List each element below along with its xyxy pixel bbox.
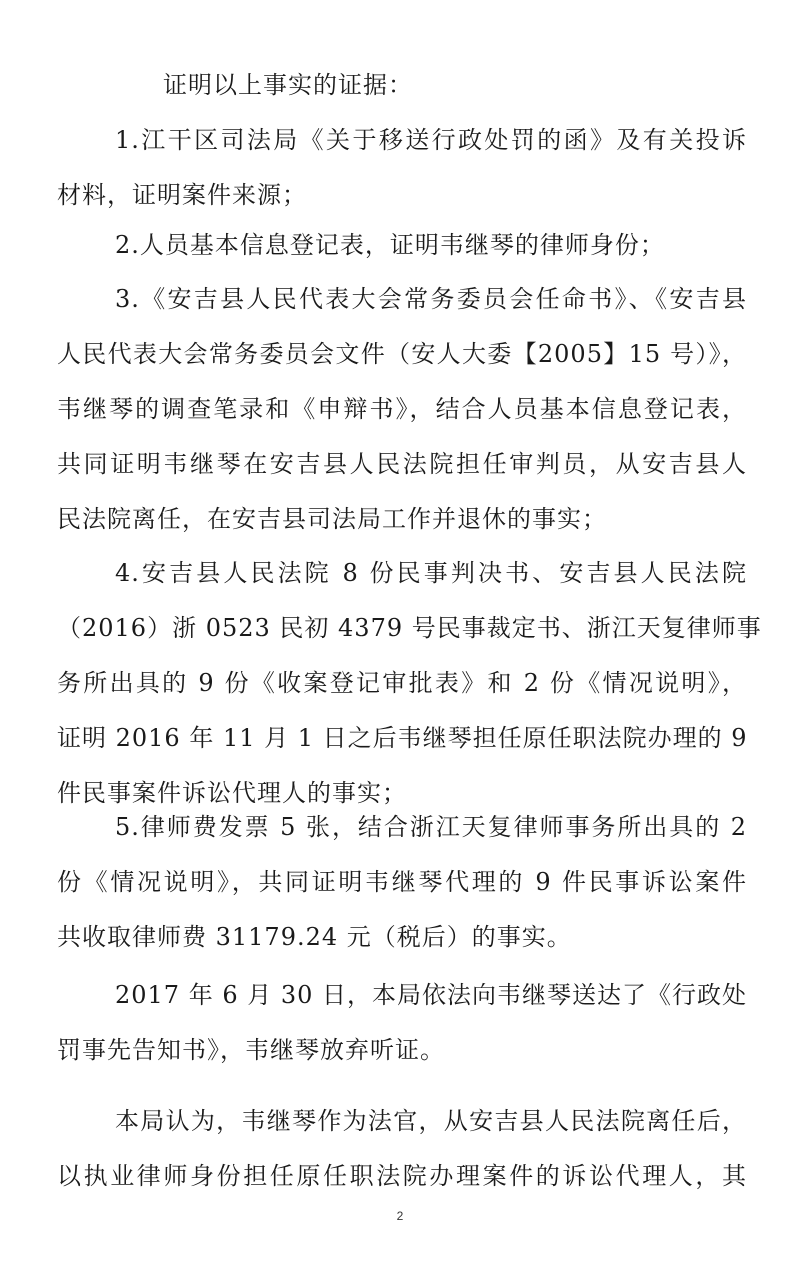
text-line: 共同证明韦继琴在安吉县人民法院担任审判员，从安吉县人 — [57, 450, 747, 478]
text-line: 1.江干区司法局《关于移送行政处罚的函》及有关投诉 — [115, 126, 747, 154]
text-line: 材料，证明案件来源； — [57, 181, 307, 209]
text-line: 共收取律师费 31179.24 元（税后）的事实。 — [57, 923, 572, 951]
text-line: 以执业律师身份担任原任职法院办理案件的诉讼代理人，其 — [57, 1162, 747, 1190]
text-line: 证明 2016 年 11 月 1 日之后韦继琴担任原任职法院办理的 9 — [57, 724, 748, 752]
text-line: 证明以上事实的证据： — [163, 71, 413, 99]
evidence-item-1 — [57, 113, 747, 223]
text-line: 2.人员基本信息登记表，证明韦继琴的律师身份； — [115, 231, 665, 259]
text-line: 人民代表大会常务委员会文件（安人大委【2005】15 号）》， — [57, 340, 747, 368]
text-line: 2017 年 6 月 30 日，本局依法向韦继琴送达了《行政处 — [115, 981, 748, 1009]
text-line: 韦继琴的调查笔录和《申辩书》，结合人员基本信息登记表， — [57, 395, 747, 423]
evidence-item-2 — [57, 218, 747, 273]
text-line: 份《情况说明》，共同证明韦继琴代理的 9 件民事诉讼案件 — [57, 868, 747, 896]
text-line: 民法院离任，在安吉县司法局工作并退休的事实； — [57, 505, 607, 533]
text-line: 5.律师费发票 5 张，结合浙江天复律师事务所出具的 2 — [115, 813, 747, 841]
notice-paragraph — [57, 968, 747, 1078]
text-line: 本局认为，韦继琴作为法官，从安吉县人民法院离任后， — [115, 1107, 747, 1135]
conclusion-paragraph — [57, 1094, 747, 1204]
text-line: 务所出具的 9 份《收案登记审批表》和 2 份《情况说明》， — [57, 669, 747, 697]
text-line: 3.《安吉县人民代表大会常务委员会任命书》、《安吉县 — [115, 285, 747, 313]
evidence-item-4 — [57, 546, 762, 821]
text-line: （2016）浙 0523 民初 4379 号民事裁定书、浙江天复律师事 — [57, 614, 762, 642]
page-number: 2 — [396, 1209, 404, 1223]
text-line: 4.安吉县人民法院 8 份民事判决书、安吉县人民法院 — [115, 559, 747, 587]
evidence-item-3 — [57, 272, 747, 547]
evidence-item-5 — [57, 800, 747, 965]
evidence-heading — [57, 58, 747, 113]
text-line: 件民事案件诉讼代理人的事实； — [57, 779, 407, 807]
text-line: 罚事先告知书》，韦继琴放弃听证。 — [57, 1036, 445, 1064]
